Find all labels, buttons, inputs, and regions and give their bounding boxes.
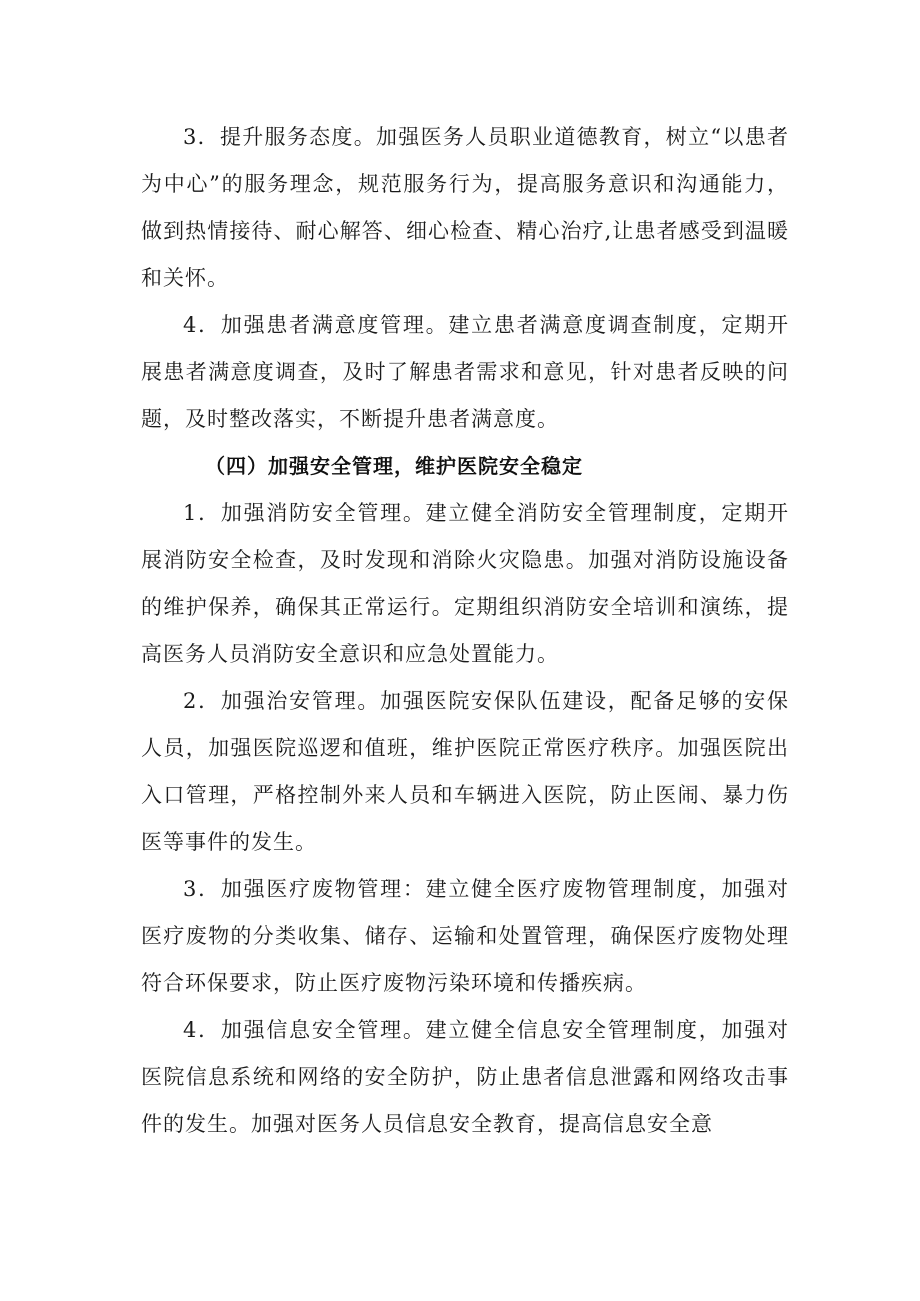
section-heading-safety: （四）加强安全管理，维护医院安全稳定	[205, 454, 583, 478]
paragraph-service-attitude: 3．提升服务态度。加强医务人员职业道德教育，树立“以患者为中心”的服务理念，规范服务行为，提高服务意识和沟通能力，做到热情接待、耐心解答、细心检查、精心治疗,让患者感受到温暖和关怀。	[141, 125, 789, 290]
paragraph-fire-safety: 1．加强消防安全管理。建立健全消防安全管理制度，定期开展消防安全检查，及时发现和消除火灾隐患。加强对消防设施设备的维护保养，确保其正常运行。定期组织消防安全培训和演练，提高医务人员消防安全意识和应急处置能力。	[141, 501, 789, 666]
paragraph-medical-waste: 3．加强医疗废物管理：建立健全医疗废物管理制度，加强对医疗废物的分类收集、储存、运输和处置管理，确保医疗废物处理符合环保要求，防止医疗废物污染环境和传播疾病。	[141, 877, 789, 995]
paragraph-patient-satisfaction: 4．加强患者满意度管理。建立患者满意度调查制度，定期开展患者满意度调查，及时了解患者需求和意见，针对患者反映的问题，及时整改落实，不断提升患者满意度。	[141, 313, 789, 431]
paragraph-public-security: 2．加强治安管理。加强医院安保队伍建设，配备足够的安保人员，加强医院巡逻和值班，维护医院正常医疗秩序。加强医院出入口管理，严格控制外来人员和车辆进入医院，防止医闹、暴力伤医等事件的发生。	[141, 689, 789, 854]
paragraph-information-security: 4．加强信息安全管理。建立健全信息安全管理制度，加强对医院信息系统和网络的安全防护，防止患者信息泄露和网络攻击事件的发生。加强对医务人员信息安全教育，提高信息安全意	[141, 1018, 789, 1136]
document-body	[141, 114, 789, 1148]
